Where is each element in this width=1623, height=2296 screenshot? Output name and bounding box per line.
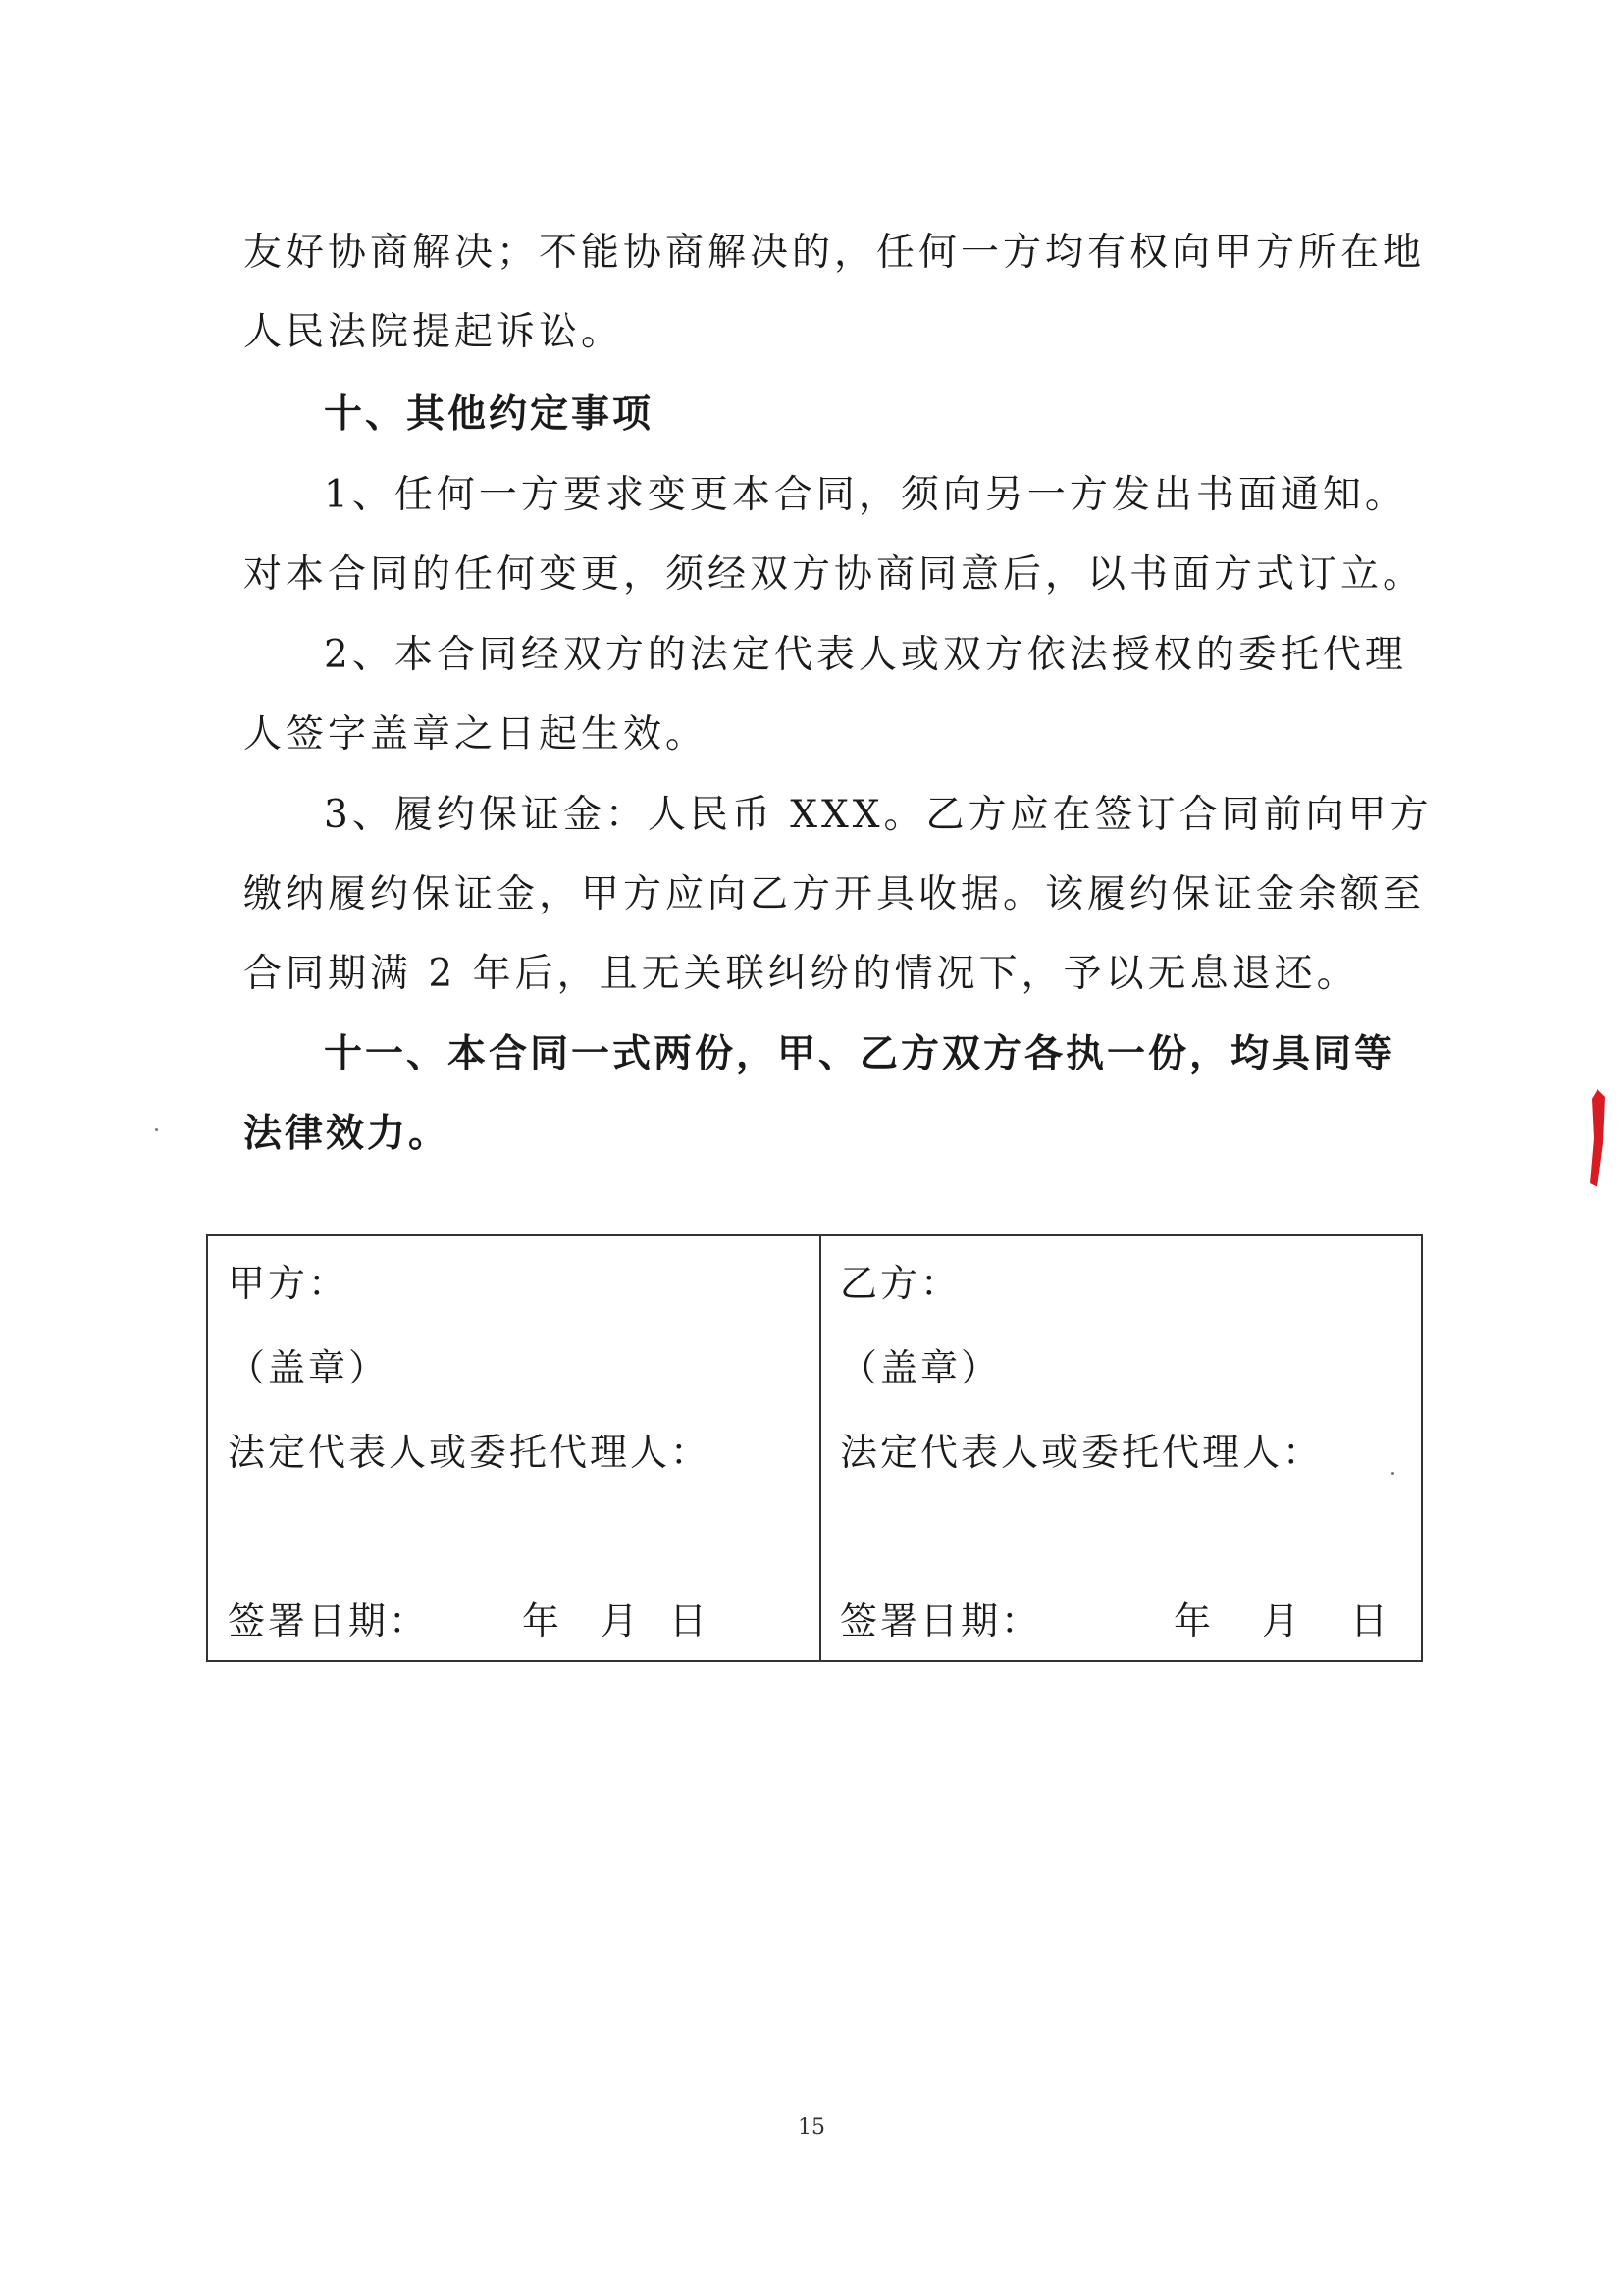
section-10-item-3-line-2: 缴纳履约保证金，甲方应向乙方开具收据。该履约保证金余额至 <box>243 872 1426 916</box>
party-b-date-label: 签署日期： <box>840 1599 1042 1643</box>
section-10-heading: 十、其他约定事项 <box>324 392 654 437</box>
section-10-item-2-line-1: 2、本合同经双方的法定代表人或双方依法授权的委托代理 <box>324 633 1407 677</box>
party-b-seal: （盖章） <box>840 1346 1002 1389</box>
party-a-label: 甲方： <box>228 1262 349 1305</box>
party-a-day: 日 <box>669 1599 707 1643</box>
section-10-item-3-line-3: 合同期满 2 年后，且无关联纠纷的情况下，予以无息退还。 <box>243 952 1359 996</box>
party-a-date-label: 签署日期： <box>228 1599 430 1643</box>
section-11-line-2: 法律效力。 <box>243 1112 450 1156</box>
page-number: 15 <box>798 2115 825 2140</box>
section-11-line-1: 十一、本合同一式两份，甲、乙方双方各执一份，均具同等 <box>324 1032 1396 1076</box>
party-a-cell <box>228 1236 816 1660</box>
scan-speck <box>155 1128 158 1131</box>
party-a-seal: （盖章） <box>228 1346 390 1389</box>
party-b-cell <box>840 1236 1419 1660</box>
red-seal-edge-mark <box>1584 1089 1607 1187</box>
signature-table-divider <box>819 1236 821 1660</box>
party-a-year: 年 <box>522 1599 560 1643</box>
section-10-item-1-line-1: 1、任何一方要求变更本合同，须向另一方发出书面通知。 <box>324 473 1407 517</box>
section-10-item-1-line-2: 对本合同的任何变更，须经双方协商同意后，以书面方式订立。 <box>243 552 1426 597</box>
scan-speck <box>1391 1472 1394 1475</box>
party-b-representative: 法定代表人或委托代理人： <box>840 1431 1324 1474</box>
party-a-month: 月 <box>601 1599 639 1643</box>
party-b-month: 月 <box>1262 1599 1300 1643</box>
party-a-representative: 法定代表人或委托代理人： <box>228 1431 711 1474</box>
signature-table <box>206 1234 1423 1662</box>
party-b-day: 日 <box>1350 1599 1388 1643</box>
party-b-year: 年 <box>1174 1599 1212 1643</box>
party-b-label: 乙方： <box>840 1262 962 1305</box>
body-line-2: 人民法院提起诉讼。 <box>243 310 624 354</box>
body-line-1: 友好协商解决；不能协商解决的，任何一方均有权向甲方所在地 <box>243 231 1426 275</box>
section-10-item-3-line-1: 3、履约保证金：人民币 XXX。乙方应在签订合同前向甲方 <box>324 793 1433 837</box>
section-10-item-2-line-2: 人签字盖章之日起生效。 <box>243 712 708 757</box>
